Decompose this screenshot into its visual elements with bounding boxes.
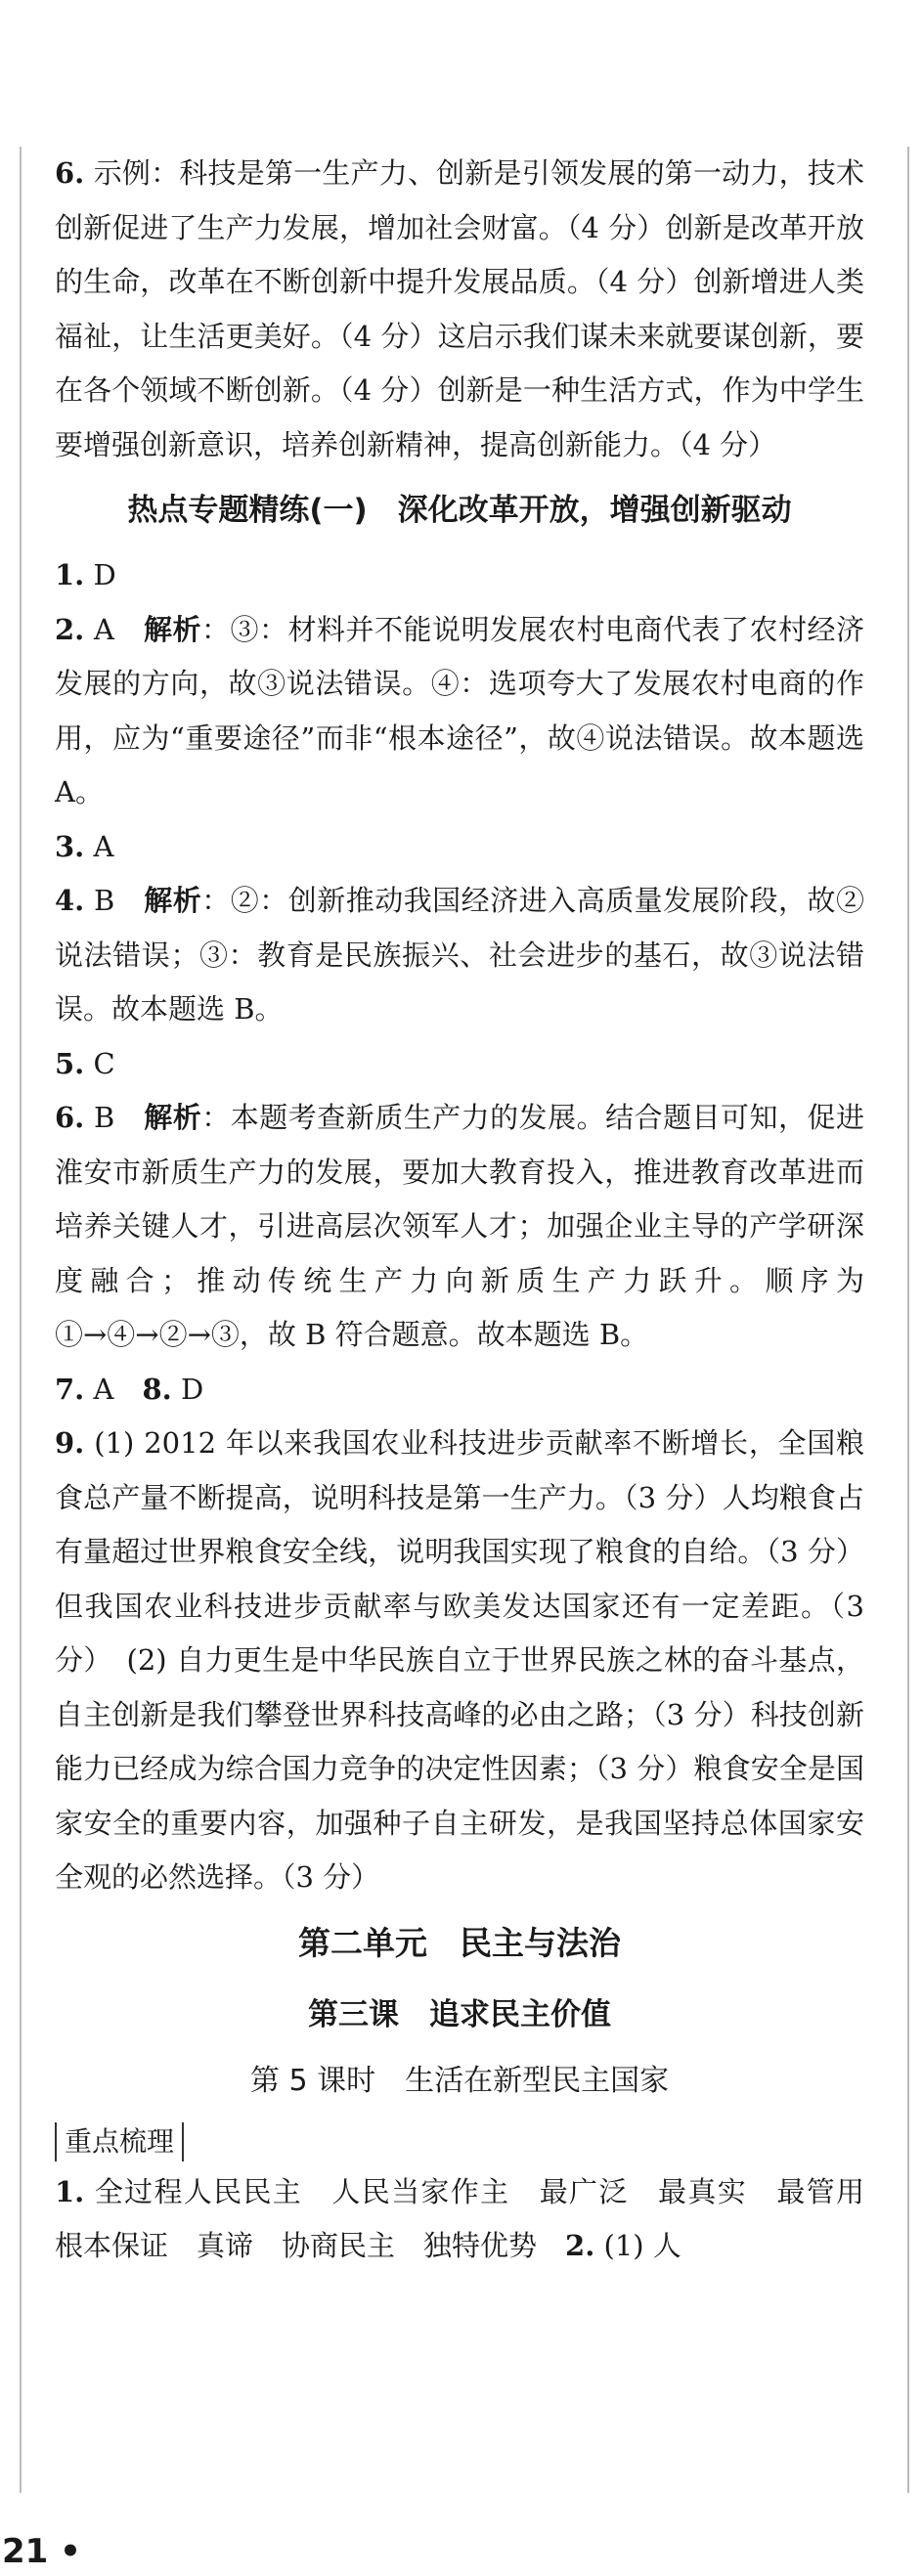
key-points-answers [55, 2165, 894, 2274]
choice-answer: A [84, 612, 114, 646]
analysis-label: 解析 [143, 612, 201, 646]
item-number: 3. [55, 829, 85, 863]
analysis-text: ：本题考查新质生产力的发展。结合题目可知，促进淮安市新质生产力的发展，要加大教育投入，推进教育改革进而培养关键人才，引进高层次领军人才；加强企业主导的产学研深度融合；推动传统生产力向新质生产力跃升。顺序为①→④→②→③，故 B 符合题意。故本题选 B。 [55, 1101, 864, 1351]
choice-answer: C [84, 1046, 115, 1080]
period-title: 第 5 课时 生活在新型民主国家 [249, 2063, 670, 2098]
item-number: 5. [55, 1046, 85, 1080]
choice-answer: A [84, 1372, 114, 1406]
analysis-label: 解析 [144, 884, 202, 917]
answer-text: 示例：科技是第一生产力、创新是引领发展的第一动力，技术创新促进了生产力发展，增加社会财富。（4 分）创新是改革开放的生命，改革在不断创新中提升发展品质。（4 分）创新增进人类福祉，让生活更美好。（4 分）这启示我们谋未来就要谋创新，要在各个领域不断创新。（4 分）创新是一种生活方式，作为中学生要增强创新意识，培养创新精神，提高创新能力。（4 分） [55, 156, 864, 461]
answer-item-7-8 [55, 1363, 864, 1418]
key-points-label: 重点梳理 [55, 2122, 184, 2161]
answer-text: 全过程人民民主 人民当家作主 最广泛 最真实 最管用 根本保证 真谛 协商民主 独特优势 [55, 2174, 894, 2262]
page-number [2, 2532, 81, 2571]
unit-title: 第二单元 民主与法治 [298, 1923, 621, 1962]
analysis-text: ：②：创新推动我国经济进入高质量发展阶段，故②说法错误；③：教育是民族振兴、社会进步的基石，故③说法错误。故本题选 B。 [55, 884, 864, 1026]
page-number-dot: • [48, 2532, 81, 2571]
answer-item [55, 603, 874, 820]
item-number: 1. [55, 558, 85, 591]
analysis-text: ：③：材料并不能说明发展农村电商代表了农村经济发展的方向，故③说法错误。④：选项夸大了发展农村电商的作用，应为“重要途径”而非“根本途径”，故④说法错误。故本题选 A。 [55, 612, 874, 808]
choice-answer: B [84, 1101, 115, 1134]
answer-item-6-top [55, 147, 864, 472]
right-margin-rule [907, 147, 909, 2493]
item-number: 7. [55, 1372, 85, 1406]
answer-item [55, 874, 864, 1037]
answer-text: (1) 2012 年以来我国农业科技进步贡献率不断增长，全国粮食总产量不断提高，说明科技是第一生产力。（3 分）人均粮食占有量超过世界粮食安全线，说明我国实现了粮食的自给。（3 分）但我国农业科技进步贡献率与欧美发达国家还有一定差距。（3 分） (2) 自力更生是中华民族自立于世界民族之林的奋斗基点，自主创新是我们攀登世界科技高峰的必由之路；（3 分）科技创新能力已经成为综合国力竞争的决定性因素；（3 分）粮食安全是国家安全的重要内容，加强种子自主研发，是我国坚持总体国家安全观的必然选择。（3 分） [55, 1426, 874, 1894]
item-number: 9. [55, 1426, 85, 1460]
lesson-title: 第三课 追求民主价值 [308, 1996, 611, 2032]
answer-page-content [55, 147, 894, 2274]
item-number: 1. [55, 2174, 85, 2208]
answer-item-9 [55, 1417, 874, 1905]
analysis-label: 解析 [144, 1101, 202, 1134]
choice-answer: A [84, 829, 114, 863]
answer-item [55, 820, 864, 875]
left-margin-rule [20, 147, 22, 2493]
answer-text: (1) 人 [594, 2229, 681, 2262]
answer-item [55, 1091, 864, 1363]
item-number: 2. [565, 2229, 595, 2262]
page-number-value: 21 [2, 2532, 49, 2571]
choice-answer: D [171, 1372, 204, 1406]
section-heading: 热点专题精练(一) 深化改革开放，增强创新驱动 [127, 493, 792, 528]
choice-answer: D [84, 558, 116, 591]
item-number: 4. [55, 884, 85, 917]
choice-answer: B [84, 884, 115, 917]
answer-item [55, 1037, 864, 1092]
item-number: 8. [142, 1372, 172, 1406]
item-number: 6. [55, 1101, 85, 1134]
item-number: 6. [55, 156, 85, 190]
item-number: 2. [55, 612, 85, 646]
answer-item [55, 548, 864, 603]
